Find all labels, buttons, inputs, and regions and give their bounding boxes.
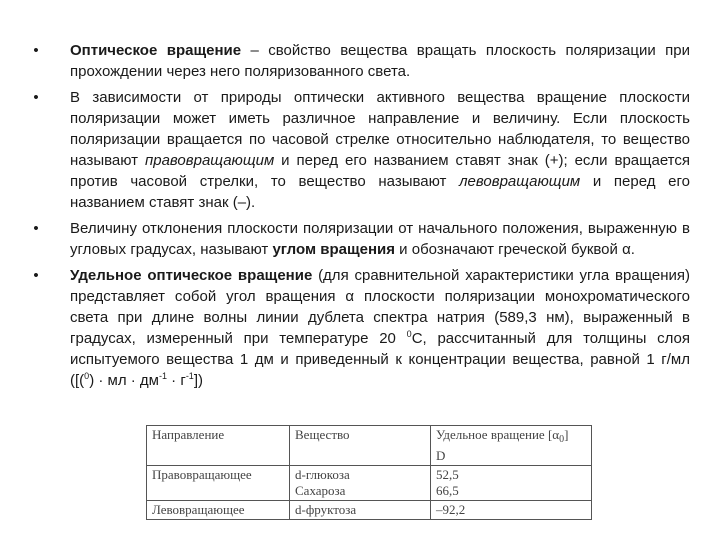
row-values — [431, 501, 592, 520]
degree-superscript: 0 — [406, 329, 412, 339]
table-header-row — [147, 426, 592, 466]
rotation-value: 52,5 — [436, 467, 459, 482]
substance-name: Сахароза — [295, 483, 346, 498]
specific-text-2: С, рассчитанный для толщины слоя испытуемого вещества 1 дм и приведенный к концентрации вещества, равной 1 г/мл ([( — [70, 330, 690, 389]
rotation-table — [146, 425, 592, 520]
exponent-dm: -1 — [158, 371, 167, 381]
specific-text-5: ]) — [193, 372, 203, 389]
degree-superscript-2: 0 — [84, 371, 90, 381]
bullet-rotation-angle — [30, 218, 690, 260]
header-substance: Вещество — [290, 426, 431, 466]
header-rotation — [431, 426, 592, 466]
header-rotation-end: ] — [564, 427, 569, 442]
term-levorotatory: левовращающим — [459, 173, 581, 190]
term-rotation-angle: углом вращения — [272, 241, 396, 258]
bullet-optical-rotation — [30, 40, 690, 82]
rotation-table-container — [146, 425, 592, 520]
specific-text-3: ) · мл · дм — [89, 372, 159, 389]
table-row — [147, 501, 592, 520]
bullet-dot: • — [33, 220, 39, 237]
row-direction: Правовращающее — [147, 466, 290, 501]
bullet-dot: • — [33, 267, 39, 284]
row-values — [431, 466, 592, 501]
row-direction: Левовращающее — [147, 501, 290, 520]
term-optical-rotation: Оптическое вращение — [70, 42, 242, 59]
bullet-list — [30, 40, 690, 396]
row-substances — [290, 501, 431, 520]
header-direction: Направление — [147, 426, 290, 466]
bullet-direction — [30, 87, 690, 213]
direction-text-3: и перед его названием ставят знак (–). — [70, 173, 690, 211]
bullet-dot: • — [33, 89, 39, 106]
header-rotation-line2: D — [436, 448, 446, 463]
rotation-value: –92,2 — [436, 502, 466, 517]
term-dextrorotatory: правовращающим — [144, 152, 275, 169]
angle-text-1: Величину отклонения плоскости поляризации от начального положения, выраженную в угловых градусах, называют — [70, 220, 690, 258]
angle-text-2: и обозначают греческой буквой α. — [395, 241, 635, 258]
substance-name: d-глюкоза — [295, 467, 350, 482]
direction-text-1: В зависимости от природы оптически активного вещества вращение плоскости поляризации может иметь различное направление и величину. Если плоскость поляризации вращается по часовой стрелке относительно наблюдателя, то вещество называют — [70, 89, 690, 169]
row-substances — [290, 466, 431, 501]
bullet-dot: • — [33, 42, 39, 59]
exponent-g: -1 — [185, 371, 194, 381]
substance-name: d-фруктоза — [295, 502, 357, 517]
header-rotation-sub: 0 — [559, 434, 565, 445]
specific-text-1: (для сравнительной характеристики угла вращения) представляет собой угол вращения α плоскости поляризации монохроматического света при длине волны линии дублета спектра натрия (589,3 нм), выраженный в градусах, измеренный при температуре 20 — [70, 267, 690, 347]
specific-text-4: · г — [167, 372, 186, 389]
term-specific-rotation: Удельное оптическое вращение — [70, 267, 313, 284]
direction-text-2: и перед его названием ставят знак (+); если вращается против часовой стрелки, то вещество называют — [70, 152, 690, 190]
table-row — [147, 466, 592, 501]
rotation-value: 66,5 — [436, 483, 459, 498]
definition-text: – свойство вещества вращать плоскость поляризации при прохождении через него поляризованного света. — [70, 42, 691, 80]
bullet-specific-rotation — [30, 265, 690, 391]
header-rotation-label: Удельное вращение [α — [436, 427, 560, 442]
